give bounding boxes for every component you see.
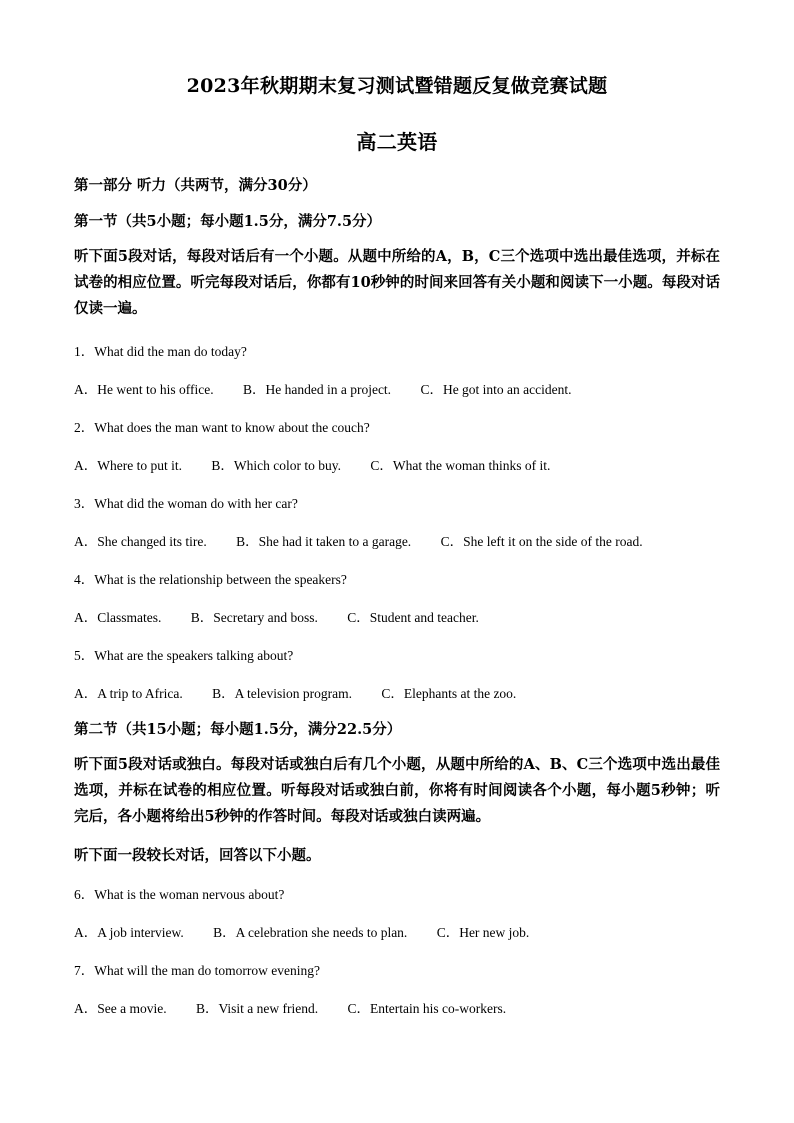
option-a[interactable]: A．He went to his office. <box>74 382 214 397</box>
option-b[interactable]: B．She had it taken to a garage. <box>236 534 412 549</box>
exam-subtitle: 高二英语 <box>356 130 438 154</box>
question-1: 1．What did the man do today? <box>74 344 247 359</box>
option-b[interactable]: B．Visit a new friend. <box>195 1001 319 1016</box>
question-3: 3．What did the woman do with her car? <box>74 496 298 511</box>
question-7: 7．What will the man do tomorrow evening? <box>74 963 320 978</box>
question-7-options <box>74 997 532 1017</box>
option-b[interactable]: B．Which color to buy. <box>211 458 341 473</box>
option-b[interactable]: B．He handed in a project. <box>242 382 392 397</box>
option-a[interactable]: A．She changed its tire. <box>74 534 207 549</box>
section2-instructions: 听下面5段对话或独白。每段对话或独白后有几个小题，从题中所给的A、B、C三个选项中选出最佳选项，并标在试卷的相应位置。听每段对话或独白前，你将有时间阅读各个小题，每小题5秒钟；听完后，各小题将给出5秒钟的作答时间。每段对话或独白读两遍。 <box>74 756 720 825</box>
section2-heading: 第二节（共15小题；每小题1.5分，满分22.5分） <box>74 721 402 738</box>
question-4: 4．What is the relationship between the speakers? <box>74 572 347 587</box>
option-c[interactable]: C．What the woman thinks of it. <box>370 458 551 473</box>
option-b[interactable]: B．A celebration she needs to plan. <box>213 925 408 940</box>
section1-instructions: 听下面5段对话，每段对话后有一个小题。从题中所给的A，B，C三个选项中选出最佳选项，并标在试卷的相应位置。听完每段对话后，你都有10秒钟的时间来回答有关小题和阅读下一小题。每段对话仅读一遍。 <box>74 248 720 317</box>
question-2-options <box>74 454 576 474</box>
question-1-options <box>74 378 598 398</box>
option-c[interactable]: C．She left it on the side of the road. <box>440 534 643 549</box>
option-b[interactable]: B．A television program. <box>212 686 352 701</box>
option-c[interactable]: C．He got into an accident. <box>420 382 572 397</box>
option-a[interactable]: A．See a movie. <box>74 1001 167 1016</box>
question-3-options <box>74 530 669 550</box>
exam-title: 2023年秋期期末复习测试暨错题反复做竞赛试题 <box>186 75 608 97</box>
question-6: 6．What is the woman nervous about? <box>74 887 285 902</box>
option-b[interactable]: B．Secretary and boss. <box>190 610 318 625</box>
option-a[interactable]: A．A trip to Africa. <box>74 686 183 701</box>
option-a[interactable]: A．Where to put it. <box>74 458 182 473</box>
question-4-options <box>74 606 505 626</box>
section2-sub-instruction: 听下面一段较长对话，回答以下小题。 <box>74 847 321 864</box>
option-c[interactable]: C．Entertain his co-workers. <box>347 1001 507 1016</box>
question-5: 5．What are the speakers talking about? <box>74 648 294 663</box>
option-c[interactable]: C．Elephants at the zoo. <box>381 686 517 701</box>
option-a[interactable]: A．Classmates. <box>74 610 162 625</box>
question-6-options <box>74 921 555 941</box>
question-2: 2．What does the man want to know about the couch? <box>74 420 370 435</box>
option-c[interactable]: C．Student and teacher. <box>347 610 479 625</box>
question-5-options <box>74 682 542 702</box>
section1-heading: 第一节（共5小题；每小题1.5分，满分7.5分） <box>74 213 382 230</box>
part1-heading: 第一部分 听力（共两节，满分30分） <box>74 177 317 194</box>
option-c[interactable]: C．Her new job. <box>436 925 530 940</box>
option-a[interactable]: A．A job interview. <box>74 925 184 940</box>
